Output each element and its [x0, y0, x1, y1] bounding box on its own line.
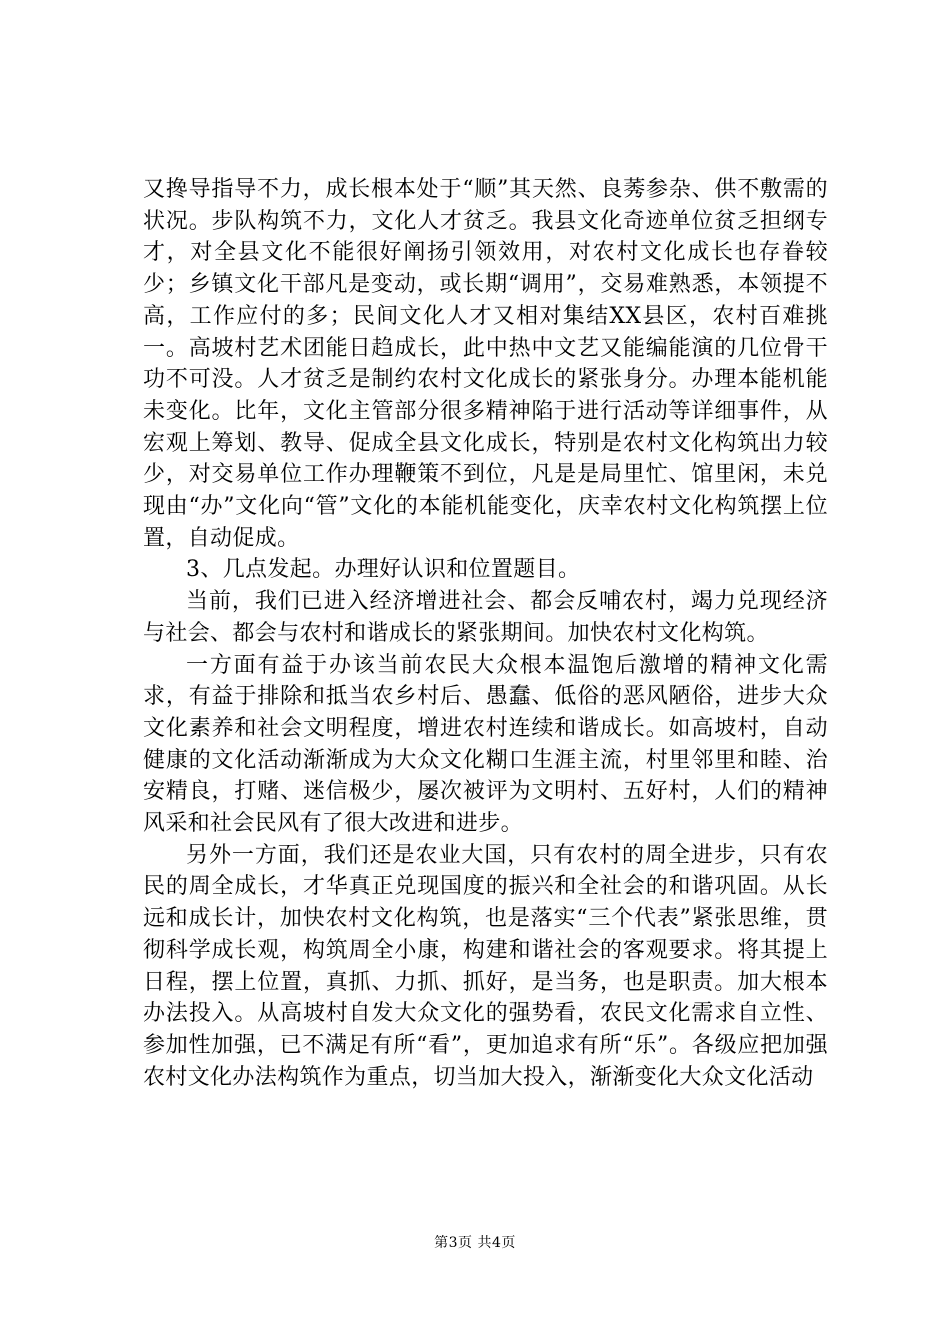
- paragraph-suggestions-heading: 3、几点发起。办理好认识和位置题目。: [186, 557, 581, 583]
- paragraph-agricultural-country: 另外一方面，我们还是农业大国，只有农村的周全进步，只有农民的周全成长，才华真正兑现国度的振兴和全社会的和谐巩固。从长远和成长计，加快农村文化构筑，也是落实“三个代表”紧张思维，贯彻科学成长观，构筑周全小康，构建和谐社会的客观要求。将其提上日程，摆上位置，真抓、力抓、抓好，是当务，也是职责。加大根本办法投入。从高坡村自发大众文化的强势看，农民文化需求自立性、参加性加强，已不满足有所“看”，更加追求有所“乐”。各级应把加强农村文化办法构筑作为重点，切当加大投入，渐渐变化大众文化活动: [143, 842, 828, 1090]
- paragraph-cultural-issues: 又搀导指导不力，成长根本处于“顺”其天然、良莠参杂、供不敷需的状况。步队构筑不力，文化人才贫乏。我县文化奇迹单位贫乏担纲专才，对全县文化不能很好阐扬引领效用，对农村文化成长也存眷较少；乡镇文化干部凡是变动，或长期“调用”，交易难熟悉，本领提不高，工作应付的多；民间文化人才又相对集结XX县区，农村百难挑一。高坡村艺术团能日趋成长，此中热中文艺又能编能演的几位骨干功不可没。人才贫乏是制约农村文化成长的紧张身分。办理本能机能未变化。比年，文化主管部分很多精神陷于进行活动等详细事件，从宏观上筹划、教导、促成全县文化成长，特别是农村文化构筑出力较少，对交易单位工作办理鞭策不到位，凡是是局里忙、馆里闲，未兑现由“办”文化向“管”文化的本能机能变化，庆幸农村文化构筑摆上位置，自动促成。: [143, 177, 828, 551]
- paragraph-spiritual-needs: 一方面有益于办该当前农民大众根本温饱后激增的精神文化需求，有益于排除和抵当农乡村后、愚蠢、低俗的恶风陋俗，进步大众文化素养和社会文明程度，增进农村连续和谐成长。如高坡村，自动健康的文化活动渐渐成为大众文化糊口生涯主流，村里邻里和睦、治安精良，打赌、迷信极少，屡次被评为文明村、五好村，人们的精神风采和社会民风有了很大改进和进步。: [143, 652, 828, 837]
- paragraph-current-period: 当前，我们已进入经济增进社会、都会反哺农村，竭力兑现经济与社会、都会与农村和谐成长的紧张期间。加快农村文化构筑。: [143, 589, 828, 646]
- document-body: [143, 174, 828, 1093]
- page-number-footer: 第3页 共4页: [434, 1235, 516, 1251]
